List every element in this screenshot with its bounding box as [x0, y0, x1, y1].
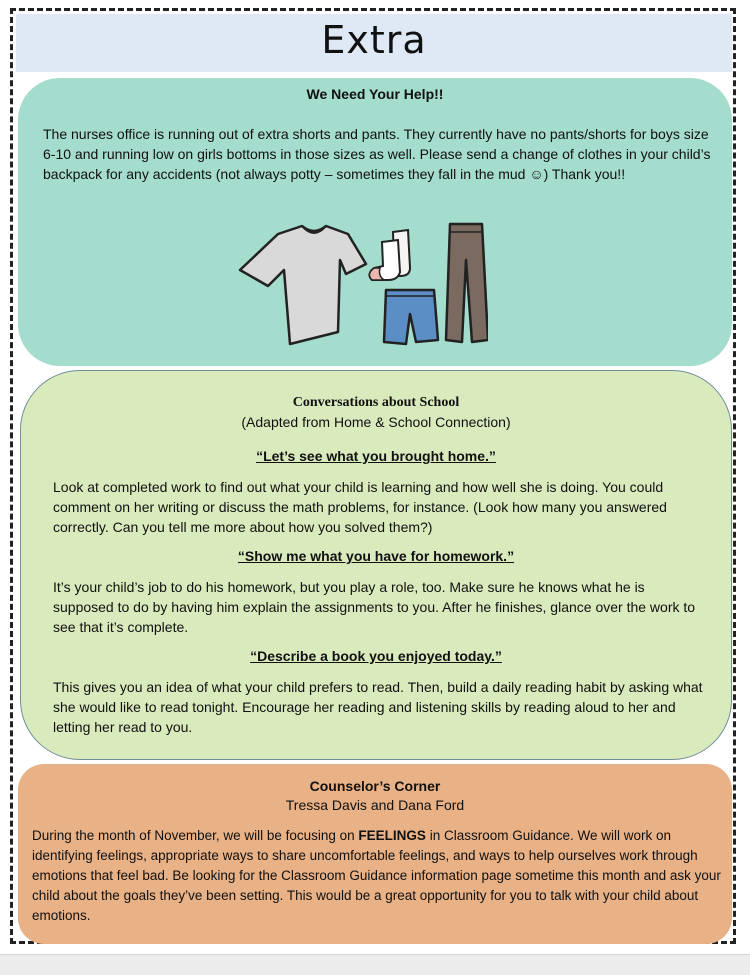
- help-panel: [18, 78, 732, 366]
- item-body: Look at completed work to find out what your child is learning and how well she is doing. You could comment on her writing or discuss the math problems, for instance. (Look how many you answered correctly. Can you tell me more about how you solved them?): [53, 479, 667, 535]
- counselor-body-text: During the month of November, we will be focusing on: [32, 828, 359, 843]
- help-body: The nurses office is running out of extra shorts and pants. They currently have no pants/shorts for boys size 6-10 and running low on girls bottoms in those sizes as well. Please send a change of clothes in your child’s backpack for any accidents (not always potty – sometimes they fall in the mud ☺) Thank you!!: [43, 126, 711, 182]
- counselor-heading: Counselor’s Corner: [309, 778, 441, 794]
- counselor-authors: Tressa Davis and Dana Ford: [285, 797, 465, 813]
- clothes-illustration: [238, 220, 488, 350]
- item-body: It’s your child’s job to do his homework, but you play a role, too. Make sure he knows what he is supposed to do by having him explain the assignments to you. After he finishes, glance over the work to see that it’s complete.: [53, 579, 696, 635]
- help-heading: We Need Your Help!!: [306, 86, 444, 102]
- counselor-panel: [18, 764, 732, 944]
- counselor-body: [32, 826, 728, 926]
- school-heading: Conversations about School: [292, 395, 460, 410]
- item-title: “Let’s see what you brought home.”: [256, 448, 496, 464]
- pants-icon: [446, 224, 488, 342]
- title-bar: [16, 14, 732, 72]
- counselor-body-text: in Classroom Guidance. We will work on identifying feelings, appropriate ways to share uncomfortable feelings, and ways to help ourselves work through emotions that feel bad. Be looking for the Classroom Guidance information page sometime this month and ask your child about the goals they’ve been setting. This would be a great opportunity for you to talk with your child about emotions.: [32, 828, 721, 923]
- page-title: Extra: [321, 18, 427, 62]
- feelings-emphasis: FEELINGS: [358, 828, 426, 843]
- shorts-icon: [384, 290, 438, 344]
- item-body: This gives you an idea of what your child prefers to read. Then, build a daily reading habit by asking what she would like to read tonight. Encourage her reading and listening skills by reading aloud to her and letting her read to you.: [53, 679, 703, 735]
- t-shirt-icon: [240, 226, 366, 344]
- school-subheading: (Adapted from Home & School Connection): [241, 414, 511, 430]
- item-title: “Show me what you have for homework.”: [237, 548, 515, 564]
- bottom-strip: [0, 954, 750, 975]
- school-panel: [20, 370, 732, 760]
- socks-icon: [369, 230, 410, 280]
- item-title: “Describe a book you enjoyed today.”: [250, 648, 502, 664]
